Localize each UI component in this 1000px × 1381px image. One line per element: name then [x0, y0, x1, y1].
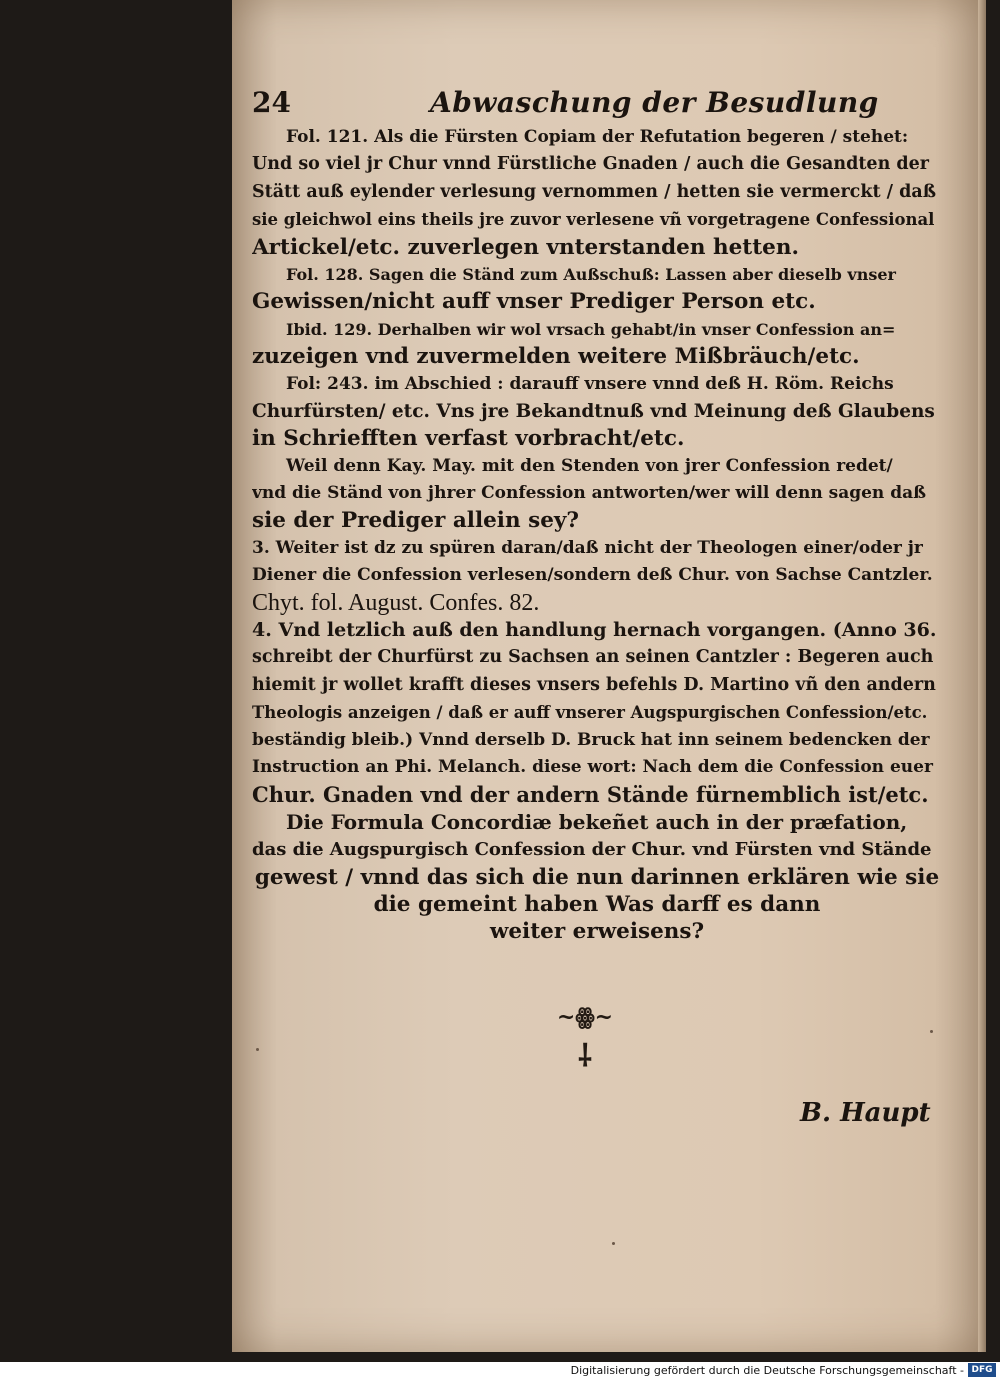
- body-text: [252, 124, 942, 946]
- page-edge: [978, 0, 986, 1352]
- ornament-top: ~ꙮ~: [556, 1004, 614, 1030]
- text-line: Churfürsten/ etc. Vns jre Bekandtnuß vnd Meinung deß Glaubens: [252, 400, 935, 422]
- text-line: Die Formula Concordiæ bekeñet auch in der præfation,: [286, 809, 908, 834]
- text-line: 3. Weiter ist dz zu spüren daran/daß nicht der Theologen einer/oder jr: [252, 537, 923, 558]
- text-line: Stätt auß eylender verlesung vernommen / hetten sie vermerckt / daß: [252, 181, 936, 202]
- text-line: Ibid. 129. Derhalben wir wol vrsach gehabt/in vnser Confession an=: [286, 319, 896, 339]
- text-line: das die Augspurgisch Confession der Chur. vnd Fürsten vnd Stände: [252, 839, 932, 861]
- text-line: Artickel/etc. zuverlegen vnterstanden hetten.: [252, 234, 799, 260]
- dfg-logo: DFG: [968, 1363, 996, 1377]
- text-line: weiter erweisens?: [489, 919, 705, 945]
- text-line: Chyt. fol. August. Confes. 82.: [252, 589, 540, 616]
- text-line: Fol: 243. im Abschied : darauff vnsere vnnd deß H. Röm. Reichs: [286, 373, 894, 394]
- text-line: sie der Prediger allein sey?: [252, 508, 579, 534]
- text-line: zuzeigen vnd zuvermelden weitere Mißbräuch/etc.: [252, 344, 860, 370]
- text-line: die gemeint haben Was darff es dann: [373, 891, 821, 917]
- text-line: Fol. 121. Als die Fürsten Copiam der Refutation begeren / stehet:: [286, 127, 909, 147]
- text-line: beständig bleib.) Vnnd derselb D. Bruck hat inn seinem bedencken der: [252, 729, 930, 750]
- text-line: hiemit jr wollet krafft dieses vnsers befehls D. Martino vñ den andern: [252, 674, 936, 695]
- paper-speck: [256, 1048, 259, 1051]
- footer-credit: Digitalisierung gefördert durch die Deutsche Forschungsgemeinschaft -: [570, 1364, 964, 1377]
- text-line: Weil denn Kay. May. mit den Stenden von jrer Confession redet/: [286, 455, 893, 476]
- text-line: Fol. 128. Sagen die Ständ zum Außschuß: Lassen aber dieselb vnser: [286, 264, 896, 284]
- ornament-bottom: ⸸: [577, 1039, 593, 1074]
- page-number: 24: [252, 86, 291, 119]
- text-line: Diener die Confession verlesen/sondern deß Chur. von Sachse Cantzler.: [252, 565, 933, 586]
- text-line: 4. Vnd letzlich auß den handlung hernach vorgangen. (Anno 36.: [252, 619, 937, 642]
- catchword: B. Haupt: [800, 1098, 931, 1128]
- running-title: Abwaschung der Besudlung: [430, 86, 879, 119]
- text-line: gewest / vnnd das sich die nun darinnen erklären wie sie: [254, 864, 940, 890]
- text-line: Chur. Gnaden vnd der andern Stände fürnemblich ist/etc.: [252, 782, 929, 808]
- paper-speck: [930, 1030, 933, 1033]
- text-line: in Schriefften verfast vorbracht/etc.: [252, 426, 685, 452]
- text-line: sie gleichwol eins theils jre zuvor verlesene vñ vorgetragene Confessional: [252, 210, 935, 230]
- text-line: vnd die Ständ von jhrer Confession antworten/wer will denn sagen daß: [252, 483, 927, 504]
- text-line: schreibt der Churfürst zu Sachsen an seinen Cantzler : Begeren auch: [252, 647, 934, 668]
- paper-speck: [612, 1242, 615, 1245]
- text-line: Theologis anzeigen / daß er auff vnserer Augspurgischen Confession/etc.: [252, 703, 928, 723]
- text-line: Und so viel jr Chur vnnd Fürstliche Gnaden / auch die Gesandten der: [252, 154, 929, 175]
- text-line: Instruction an Phi. Melanch. diese wort: Nach dem die Confession euer: [252, 756, 933, 777]
- text-line: Gewissen/nicht auff vnser Prediger Person etc.: [252, 289, 816, 315]
